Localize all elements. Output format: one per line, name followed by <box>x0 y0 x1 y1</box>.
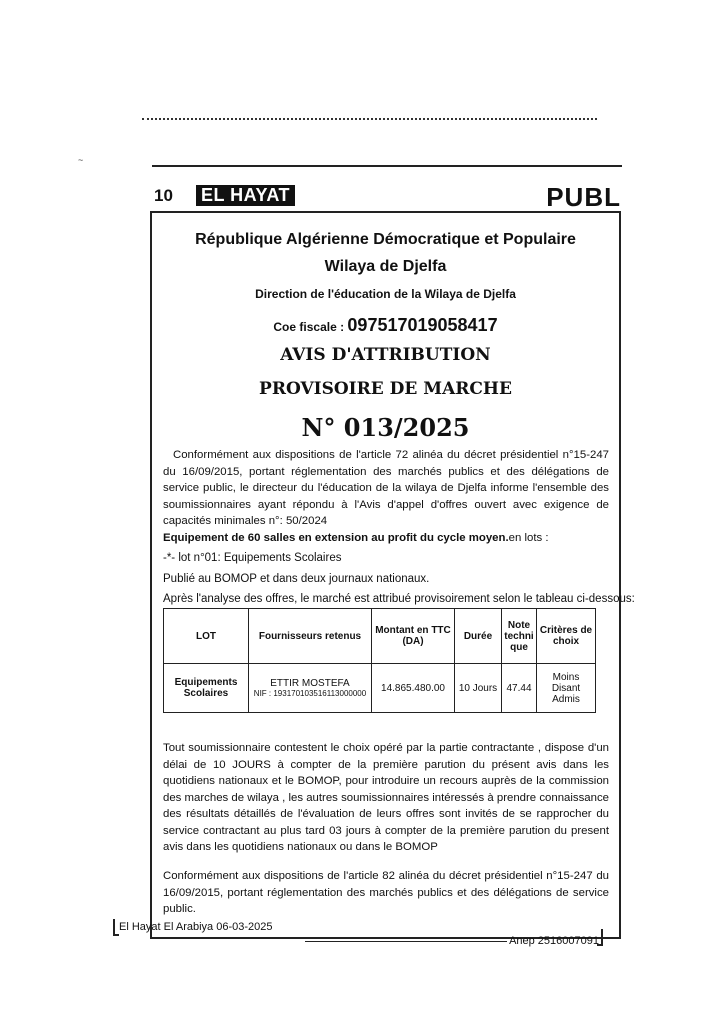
cell-duree: 10 Jours <box>455 664 502 713</box>
page-number: 10 <box>154 186 173 205</box>
notice-footer <box>113 919 603 947</box>
wilaya-heading: Wilaya de Djelfa <box>324 258 447 275</box>
scan-speck: ~ <box>78 155 84 165</box>
footer-rule <box>305 941 507 942</box>
supplier-nif: NIF : 193170103516113000000 <box>253 689 367 698</box>
notice-title-1: AVIS D'ATTRIBUTION <box>280 345 491 365</box>
cell-note: 47.44 <box>502 664 537 713</box>
fiscal-code: 097517019058417 <box>347 315 498 335</box>
direction-heading: Direction de l'éducation de la Wilaya de Djelfa <box>255 287 516 301</box>
cell-montant: 14.865.480.00 <box>372 664 455 713</box>
col-fournisseur: Fournisseurs retenus <box>249 609 372 664</box>
newspaper-header <box>152 178 627 210</box>
cell-lot: Equipements Scolaires <box>164 664 249 713</box>
newspaper-logo: EL HAYAT <box>196 185 295 206</box>
publie-line: Publié au BOMOP et dans deux journaux nationaux. <box>163 573 430 585</box>
col-critere: Critères de choix <box>537 609 596 664</box>
footer-anep: Anep 2516007091 <box>509 935 599 947</box>
footer-source: El Hayat El Arabiya 06-03-2025 <box>119 921 273 933</box>
col-duree: Durée <box>455 609 502 664</box>
col-lot: LOT <box>164 609 249 664</box>
apres-line: Après l'analyse des offres, le marché est attribué provisoirement selon le tableau ci-dessous: <box>163 593 635 605</box>
table-row <box>164 664 596 713</box>
closing-paragraph: Conformément aux dispositions de l'article 82 alinéa du décret présidentiel n°15-247 du 16/09/2015, portant réglementation des marchés publics et des délégations de service public. <box>163 870 609 915</box>
cell-critere: Moins Disant Admis <box>537 664 596 713</box>
project-title: Equipement de 60 salles en extension au profit du cycle moyen. <box>163 531 509 544</box>
fiscal-label: Coe fiscale : <box>273 320 348 334</box>
top-dotted-line <box>142 118 597 120</box>
project-tail: en lots : <box>508 531 549 544</box>
notice-title-2: PROVISOIRE DE MARCHE <box>259 379 512 399</box>
fiscal-code-line <box>150 315 621 336</box>
cell-fournisseur <box>249 664 372 713</box>
recourse-paragraph: Tout soumissionnaire contestent le choix opéré par la partie contractante , dispose d'un délai de 10 JOURS à compter de la première parution du présent avis dans les quotidiens nationaux et le BOMOP, pour introduire un recours auprès de la commission des marches de wilaya , les autres soumissionnaires intéressés à prendre connaissance des résultats détaillés de l'évaluation de leurs offres sont invités de se rapprocher du service contractant au plus tard 03 jours à compter de la première parution du present avis dans les quotidiens nationaux ou dans le BOMOP <box>163 742 609 853</box>
lot-line: -*- lot n°01: Equipements Scolaires <box>163 552 342 564</box>
supplier-name: ETTIR MOSTEFA <box>270 678 350 689</box>
notice-number: N° 013/2025 <box>301 413 470 442</box>
section-title: PUBL <box>546 182 621 212</box>
intro-paragraph <box>163 447 609 546</box>
col-note: Note techni que <box>502 609 537 664</box>
intro-text: Conformément aux dispositions de l'article 72 alinéa du décret présidentiel n°15-247 du 16/09/2015, portant réglementation des marchés publics et des délégations de service public, le directeur du l'éducation de la wilaya de Djelfa informe l'ensemble des soumissionnaires ayant répondu à l'Avis d'appel d'offres ouvert avec exigence de capacités minimales n°: 50/2024 <box>163 449 609 527</box>
attribution-table <box>163 608 596 713</box>
col-montant: Montant en TTC (DA) <box>372 609 455 664</box>
republic-heading: République Algérienne Démocratique et Populaire <box>195 231 576 248</box>
footer-bracket-right <box>597 929 603 946</box>
table-header-row <box>164 609 596 664</box>
header-rule <box>152 165 622 167</box>
